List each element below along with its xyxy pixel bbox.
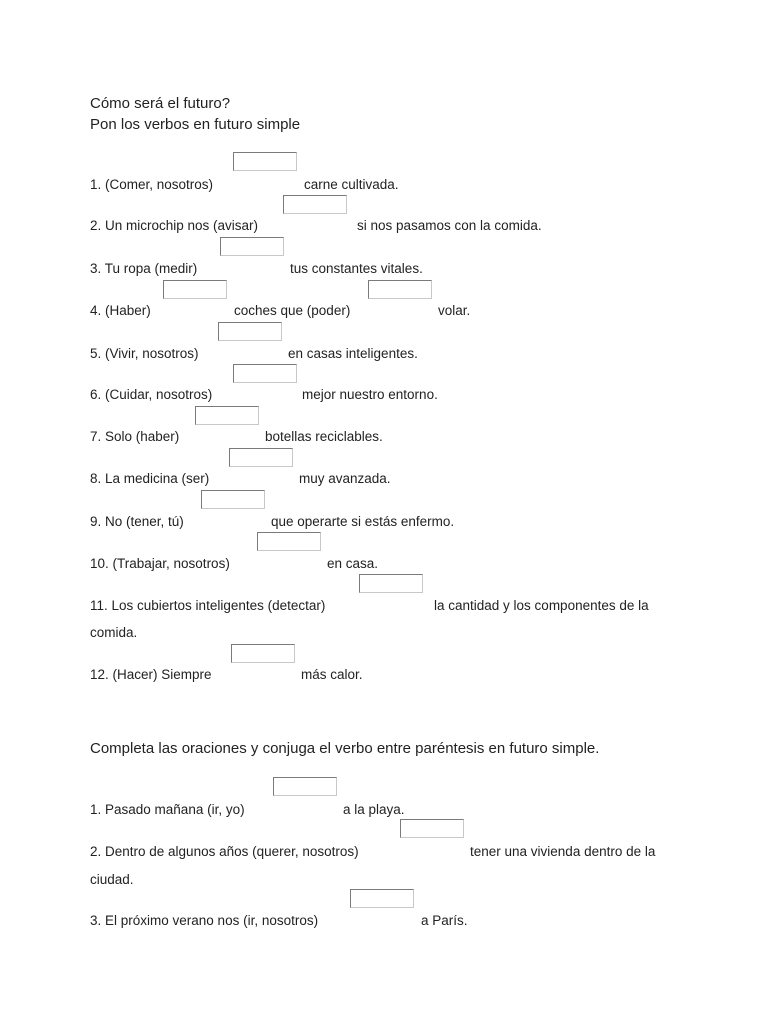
answer-input-6[interactable]	[233, 364, 297, 383]
s2-answer-input-3[interactable]	[350, 889, 414, 908]
item-7-prompt: 7. Solo (haber)	[90, 429, 180, 444]
answer-input-3[interactable]	[220, 237, 284, 256]
item-1-continuation: carne cultivada.	[304, 177, 399, 192]
s2-item-2-prompt: 2. Dentro de algunos años (querer, nosotros)	[90, 844, 359, 859]
item-9-prompt: 9. No (tener, tú)	[90, 514, 184, 529]
answer-input-4b[interactable]	[368, 280, 432, 299]
page-title: Cómo será el futuro?	[90, 95, 231, 112]
item-10-continuation: en casa.	[327, 556, 379, 571]
answer-input-12[interactable]	[231, 644, 295, 663]
item-12-prompt: 12. (Hacer) Siempre	[90, 667, 212, 682]
s2-answer-input-1[interactable]	[273, 777, 337, 796]
answer-input-5[interactable]	[218, 322, 282, 341]
item-2-prompt: 2. Un microchip nos (avisar)	[90, 218, 259, 233]
item-4-middle: coches que (poder)	[234, 303, 351, 318]
s2-item-2-continuation: tener una vivienda dentro de la	[470, 844, 656, 859]
item-4-continuation: volar.	[438, 303, 471, 318]
item-4-prompt: 4. (Haber)	[90, 303, 151, 318]
answer-input-10[interactable]	[257, 532, 321, 551]
instruction-2: Completa las oraciones y conjuga el verbo entre paréntesis en futuro simple.	[90, 740, 600, 757]
item-1-prompt: 1. (Comer, nosotros)	[90, 177, 214, 192]
item-9-continuation: que operarte si estás enfermo.	[271, 514, 455, 529]
item-10-prompt: 10. (Trabajar, nosotros)	[90, 556, 230, 571]
item-11-continuation: la cantidad y los componentes de la	[434, 598, 649, 613]
item-6-prompt: 6. (Cuidar, nosotros)	[90, 387, 213, 402]
s2-item-3-continuation: a París.	[421, 913, 468, 928]
s2-answer-input-2[interactable]	[400, 819, 464, 838]
item-7-continuation: botellas reciclables.	[265, 429, 383, 444]
answer-input-7[interactable]	[195, 406, 259, 425]
item-5-continuation: en casas inteligentes.	[288, 346, 418, 361]
answer-input-2[interactable]	[283, 195, 347, 214]
item-5-prompt: 5. (Vivir, nosotros)	[90, 346, 199, 361]
answer-input-1[interactable]	[233, 152, 297, 171]
item-8-prompt: 8. La medicina (ser)	[90, 471, 210, 486]
answer-input-11[interactable]	[359, 574, 423, 593]
item-2-continuation: si nos pasamos con la comida.	[357, 218, 542, 233]
item-11-prompt: 11. Los cubiertos inteligentes (detectar)	[90, 598, 326, 613]
item-11-wrap: comida.	[90, 625, 138, 640]
s2-item-3-prompt: 3. El próximo verano nos (ir, nosotros)	[90, 913, 319, 928]
item-8-continuation: muy avanzada.	[299, 471, 391, 486]
answer-input-8[interactable]	[229, 448, 293, 467]
item-3-continuation: tus constantes vitales.	[290, 261, 423, 276]
item-3-prompt: 3. Tu ropa (medir)	[90, 261, 198, 276]
answer-input-4a[interactable]	[163, 280, 227, 299]
s2-item-1-prompt: 1. Pasado mañana (ir, yo)	[90, 802, 245, 817]
s2-item-2-wrap: ciudad.	[90, 872, 134, 887]
s2-item-1-continuation: a la playa.	[343, 802, 405, 817]
instruction-1: Pon los verbos en futuro simple	[90, 116, 301, 133]
answer-input-9[interactable]	[201, 490, 265, 509]
item-12-continuation: más calor.	[301, 667, 363, 682]
item-6-continuation: mejor nuestro entorno.	[302, 387, 438, 402]
